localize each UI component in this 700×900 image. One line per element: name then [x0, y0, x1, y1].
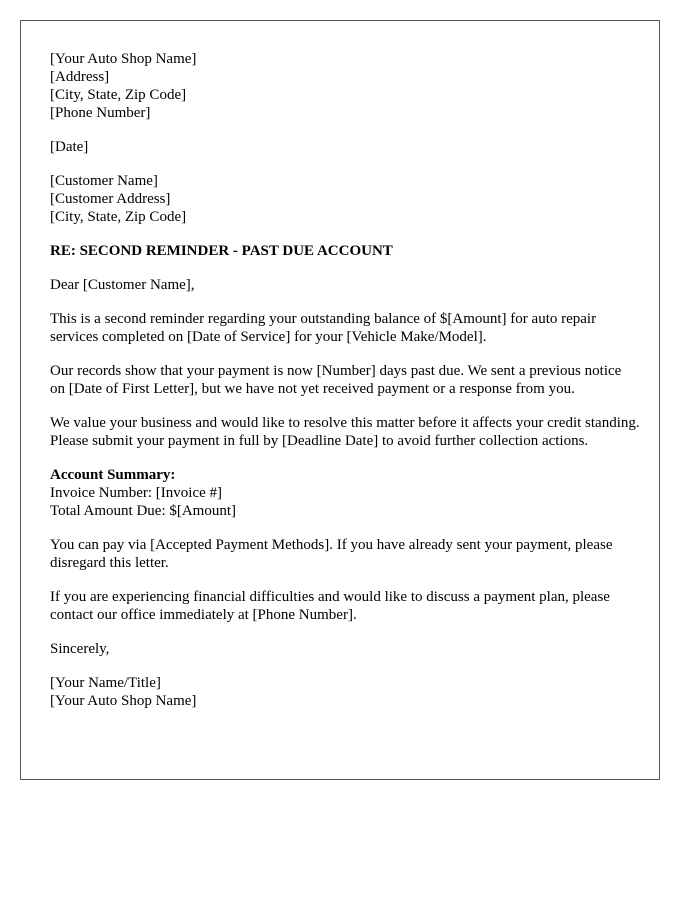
letter-content — [50, 50, 640, 726]
signature-shop-name: [Your Auto Shop Name] — [50, 693, 197, 709]
recipient-name: [Customer Name] — [50, 173, 158, 189]
signature-block — [50, 674, 640, 710]
signoff: Sincerely, — [50, 641, 110, 657]
sender-phone: [Phone Number] — [50, 105, 151, 121]
sender-city-state-zip: [City, State, Zip Code] — [50, 87, 187, 103]
recipient-city-state-zip: [City, State, Zip Code] — [50, 209, 187, 225]
sender-shop-name: [Your Auto Shop Name] — [50, 51, 197, 67]
letter-page — [20, 20, 660, 780]
body-paragraph-3: We value your business and would like to resolve this matter before it affects your credit standing. Please submit your payment in full by [Deadline Date] to avoid further collection actions. — [50, 415, 640, 449]
recipient-address: [Customer Address] — [50, 191, 171, 207]
recipient-block — [50, 172, 640, 226]
subject-line: RE: SECOND REMINDER - PAST DUE ACCOUNT — [50, 243, 393, 259]
body-paragraph-2: Our records show that your payment is now [Number] days past due. We sent a previous notice on [Date of First Letter], but we have not yet received payment or a response from you. — [50, 363, 622, 397]
letter-date: [Date] — [50, 139, 89, 155]
sender-address: [Address] — [50, 69, 110, 85]
total-amount-line: Total Amount Due: $[Amount] — [50, 503, 237, 519]
signature-name-title: [Your Name/Title] — [50, 675, 161, 691]
account-summary — [50, 466, 640, 520]
invoice-number-line: Invoice Number: [Invoice #] — [50, 485, 223, 501]
closing-paragraph-2: If you are experiencing financial difficulties and would like to discuss a payment plan, please contact our office immediately at [Phone Number]. — [50, 589, 610, 623]
body-paragraph-1: This is a second reminder regarding your outstanding balance of $[Amount] for auto repair services completed on [Date of Service] for your [Vehicle Make/Model]. — [50, 311, 597, 345]
sender-block — [50, 50, 640, 122]
salutation: Dear [Customer Name], — [50, 277, 195, 293]
date-block — [50, 138, 640, 156]
account-summary-heading: Account Summary: — [50, 467, 176, 483]
closing-paragraph-1: You can pay via [Accepted Payment Methods]. If you have already sent your payment, please disregard this letter. — [50, 537, 613, 571]
